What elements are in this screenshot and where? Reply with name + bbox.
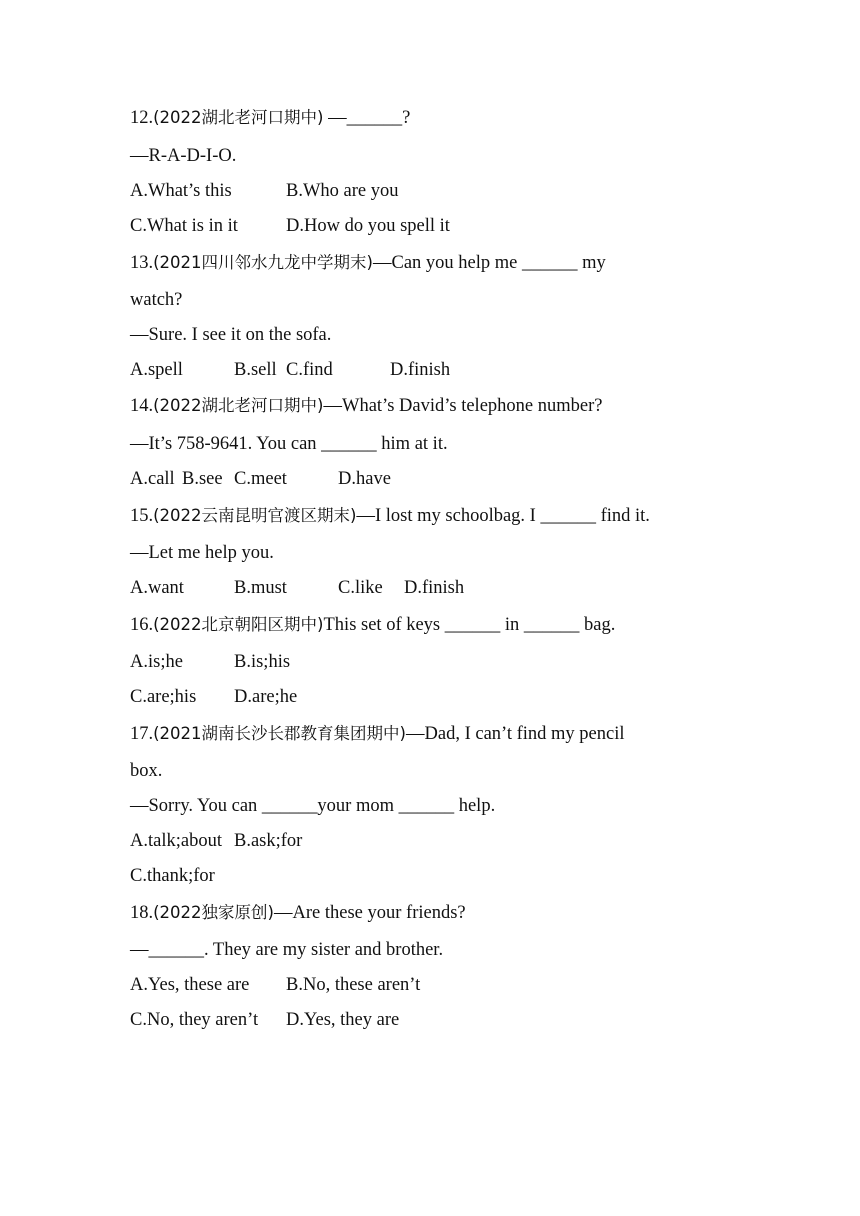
option-b: B.ask;for <box>234 831 303 851</box>
question-18-stem <box>130 902 466 924</box>
option-a: A.want <box>130 578 184 598</box>
option-c: C.are;his <box>130 687 197 707</box>
question-14-stem <box>130 395 602 417</box>
question-13-stem <box>130 252 606 274</box>
option-c: C.like <box>338 578 383 598</box>
option-b: B.Who are you <box>286 181 399 201</box>
option-a: A.is;he <box>130 652 183 672</box>
option-a: A.What’s this <box>130 181 232 201</box>
option-a: A.call <box>130 469 175 489</box>
question-number: 13. <box>130 253 154 273</box>
question-12-stem <box>130 107 410 129</box>
question-number: 17. <box>130 724 154 744</box>
option-d: D.Yes, they are <box>286 1010 400 1030</box>
option-d: D.finish <box>390 360 451 380</box>
option-c: C.thank;for <box>130 866 215 886</box>
question-text: —What’s David’s telephone number? <box>323 396 603 416</box>
question-number: 12. <box>130 108 154 128</box>
question-12-dialogue: —R-A-D-I-O. <box>130 146 237 166</box>
option-d: D.have <box>338 469 391 489</box>
option-a: A.talk;about <box>130 831 222 851</box>
question-source: (2022云南昆明官渡区期末) <box>153 506 357 525</box>
option-b: B.see <box>182 469 223 489</box>
question-text: —I lost my schoolbag. I ______ find it. <box>356 506 650 526</box>
question-number: 14. <box>130 396 154 416</box>
question-number: 16. <box>130 615 154 635</box>
option-d: D.How do you spell it <box>286 216 450 236</box>
option-c: C.What is in it <box>130 216 238 236</box>
question-source: (2021湖南长沙长郡教育集团期中) <box>153 724 406 743</box>
option-c: C.No, they aren’t <box>130 1010 259 1030</box>
question-source: (2022湖北老河口期中) <box>153 396 324 415</box>
option-c: C.meet <box>234 469 287 489</box>
question-17-stem <box>130 723 625 745</box>
option-c: C.find <box>286 360 333 380</box>
question-source: (2022湖北老河口期中) <box>153 108 324 127</box>
option-b: B.is;his <box>234 652 291 672</box>
question-source: (2022独家原创) <box>153 903 274 922</box>
question-14-dialogue: —It’s 758-9641. You can ______ him at it. <box>130 434 448 454</box>
question-text: —Dad, I can’t find my pencil <box>406 724 625 744</box>
option-d: D.finish <box>404 578 465 598</box>
option-b: B.must <box>234 578 287 598</box>
question-number: 18. <box>130 903 154 923</box>
question-17-dialogue: —Sorry. You can ______your mom ______ help. <box>130 796 496 816</box>
question-13-stem-cont: watch? <box>130 290 183 310</box>
option-d: D.are;he <box>234 687 298 707</box>
question-15-stem <box>130 505 650 527</box>
question-18-dialogue: —______. They are my sister and brother. <box>130 940 444 960</box>
question-16-stem <box>130 614 615 636</box>
question-number: 15. <box>130 506 154 526</box>
question-text: This set of keys ______ in ______ bag. <box>323 615 616 635</box>
question-text: —Can you help me ______ my <box>373 253 606 273</box>
question-source: (2022北京朝阳区期中) <box>153 615 324 634</box>
option-a: A.Yes, these are <box>130 975 250 995</box>
question-source: (2021四川邻水九龙中学期末) <box>153 253 373 272</box>
question-text: —Are these your friends? <box>274 903 466 923</box>
option-b: B.sell <box>234 360 277 380</box>
question-13-dialogue: —Sure. I see it on the sofa. <box>130 325 332 345</box>
question-15-dialogue: —Let me help you. <box>130 543 274 563</box>
option-b: B.No, these aren’t <box>286 975 421 995</box>
question-text: —______? <box>323 108 411 128</box>
question-17-stem-cont: box. <box>130 761 163 781</box>
option-a: A.spell <box>130 360 183 380</box>
